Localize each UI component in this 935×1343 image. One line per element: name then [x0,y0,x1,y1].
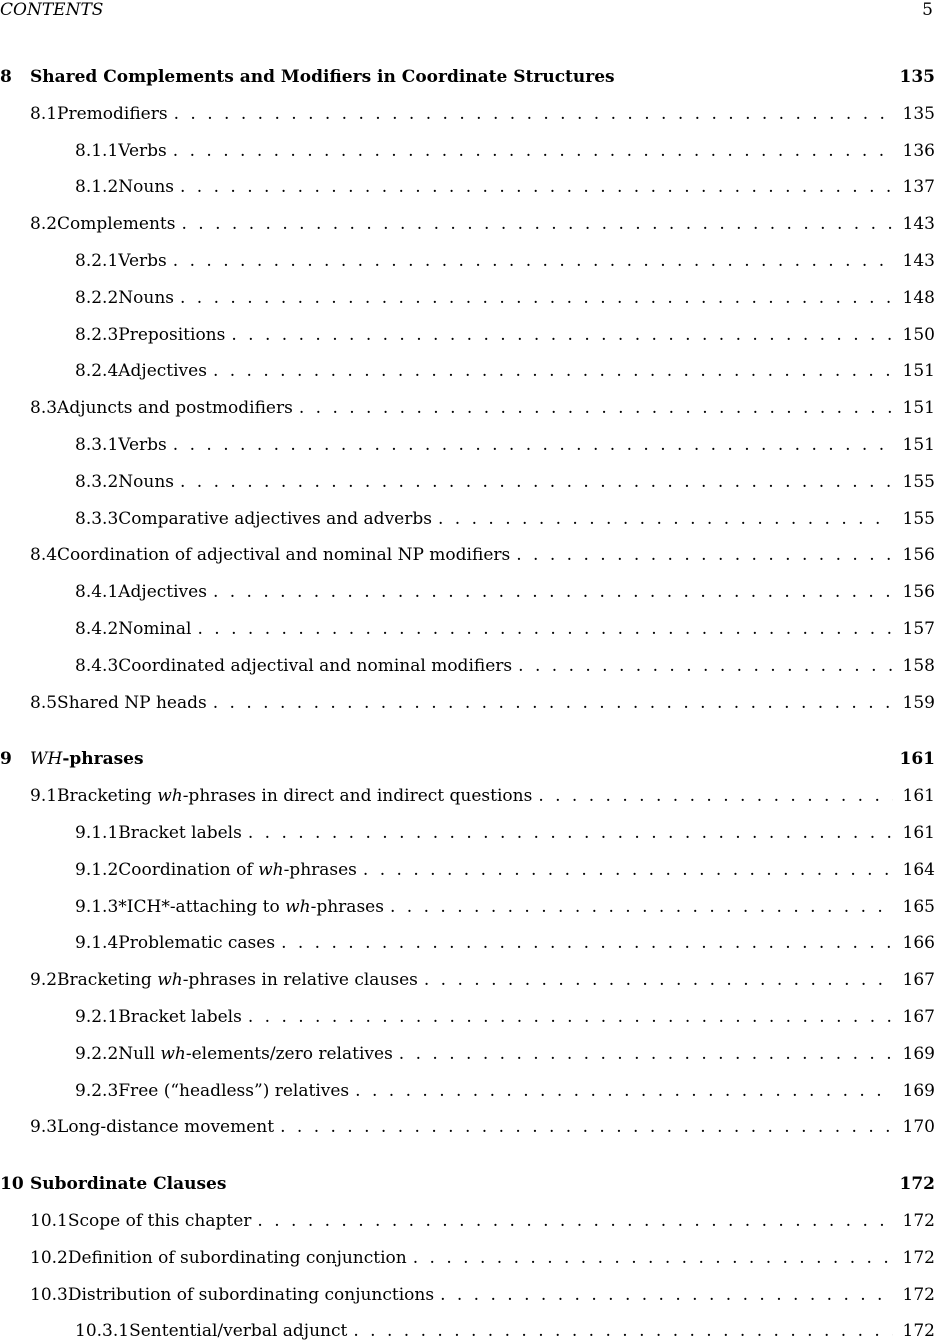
toc-entry-title-text: Nominal [118,619,191,639]
toc-entry-title [118,175,174,199]
toc-entry-title [118,139,167,163]
toc-entry-title-text: Problematic cases [118,933,275,953]
toc-entry-number: 8 [0,65,30,89]
toc-entry-number: 8.2.1 [75,249,118,273]
toc-entry-page: 159 [903,691,935,715]
toc-entry-title-prefix: Bracketing [57,786,157,806]
toc-entry-number: 8.3.2 [75,470,118,494]
toc-entry-page: 151 [903,396,935,420]
dot-leader [173,249,893,273]
toc-entry-8-5[interactable] [0,691,935,715]
toc-entry-number: 8.4.3 [75,654,118,678]
dot-leader [355,1079,892,1103]
toc-entry-page: 172 [903,1283,935,1307]
toc-entry-title [118,359,207,383]
toc-entry-title [118,1042,393,1066]
toc-entry-title-prefix: Null [118,1044,160,1064]
toc-entry-title-prefix: *ICH*-attaching to [118,897,285,917]
toc-entry-title-text: Long-distance movement [57,1117,274,1137]
toc-entry-title [118,249,167,273]
toc-entry-title-text: Comparative adjectives and adverbs [118,509,432,529]
toc-entry-number: 8.4.1 [75,580,118,604]
toc-entry-page: 135 [903,102,935,126]
toc-entry-title-italic: wh [160,1044,186,1064]
dot-leader [281,931,892,955]
toc-entry-title [118,895,384,919]
toc-entry-page: 143 [903,249,935,273]
page-number: 5 [922,0,933,20]
toc-entry-page: 150 [903,323,935,347]
toc-entry-8[interactable] [0,65,935,89]
dot-leader [248,821,893,845]
dot-leader [538,784,892,808]
toc-entry-title-text: -phrases [311,897,384,917]
toc-entry-title-text: Nouns [118,177,174,197]
toc-entry-title-text: Shared Complements and Modifiers in Coordinate Structures [30,67,615,87]
toc-entry-page: 167 [903,968,935,992]
toc-entry-page: 156 [903,543,935,567]
toc-entry-8-3-3[interactable] [0,507,935,531]
toc-entry-title-text: Verbs [118,141,167,161]
toc-entry-title [118,617,191,641]
toc-entry-title [30,65,615,89]
toc-entry-title [129,1319,347,1343]
toc-entry-title-text: Adjectives [118,582,207,602]
toc-entry-title [118,821,242,845]
dot-leader [438,507,893,531]
toc-entry-number: 9.2.3 [75,1079,118,1103]
dot-leader [174,102,893,126]
toc-entry-page: 161 [903,821,935,845]
toc-entry-9[interactable] [0,747,935,771]
toc-entry-9-1-1[interactable] [0,821,935,845]
toc-entry-9-1-3[interactable] [0,895,935,919]
toc-entry-number: 9.1 [30,784,57,808]
toc-entry-title-italic: wh [157,786,183,806]
toc-entry-title [118,507,432,531]
toc-entry-title [118,433,167,457]
toc-entry-title [68,1246,407,1270]
toc-entry-number: 8.5 [30,691,57,715]
toc-entry-title-text: -phrases in relative clauses [183,970,418,990]
toc-entry-title [118,286,174,310]
dot-leader [390,895,893,919]
toc-entry-number: 10.1 [30,1209,68,1233]
toc-entry-title [118,931,275,955]
toc-entry-title [118,580,207,604]
toc-entry-title-italic: wh [285,897,311,917]
toc-entry-title [68,1209,252,1233]
toc-entry-title-text: Nouns [118,288,174,308]
dot-leader [197,617,892,641]
toc-entry-page: 155 [903,507,935,531]
toc-entry-page: 172 [900,1172,935,1196]
toc-entry-number: 10 [0,1172,30,1196]
toc-entry-title [57,102,168,126]
toc-entry-number: 8.3.3 [75,507,118,531]
toc-entry-10-3-1[interactable] [0,1319,935,1343]
toc-entry-9-1[interactable] [0,784,935,808]
toc-entry-title [57,543,510,567]
toc-entry-page: 172 [903,1319,935,1343]
toc-entry-10-3[interactable] [0,1283,935,1307]
toc-entry-page: 170 [903,1115,935,1139]
toc-entry-title-text: Premodifiers [57,104,168,124]
toc-entry-number: 8.3 [30,396,57,420]
toc-entry-8-4-1[interactable] [0,580,935,604]
toc-entry-page: 172 [903,1209,935,1233]
toc-entry-page: 161 [903,784,935,808]
toc-entry-title [118,654,512,678]
toc-entry-page: 169 [903,1042,935,1066]
toc-entry-title-text: Prepositions [118,325,225,345]
toc-entry-number: 8.4.2 [75,617,118,641]
dot-leader [213,691,893,715]
dot-leader [299,396,893,420]
toc-entry-page: 158 [903,654,935,678]
dot-leader [518,654,892,678]
toc-entry-9-2[interactable] [0,968,935,992]
toc-entry-title-italic: WH [30,749,62,769]
toc-entry-title [118,323,225,347]
toc-entry-number: 9.2.1 [75,1005,118,1029]
toc-entry-title-text: Scope of this chapter [68,1211,252,1231]
toc-entry-title-text: -phrases [284,860,357,880]
toc-entry-title-text: Definition of subordinating conjunction [68,1248,407,1268]
toc-entry-page: 156 [903,580,935,604]
toc-entry-title [118,858,357,882]
toc-entry-number: 8.4 [30,543,57,567]
toc-entry-9-2-2[interactable] [0,1042,935,1066]
toc-entry-title-text: Verbs [118,251,167,271]
toc-entry-number: 8.1.1 [75,139,118,163]
toc-entry-title-text: Shared NP heads [57,693,207,713]
toc-entry-title-italic: wh [157,970,183,990]
toc-entry-page: 151 [903,359,935,383]
dot-leader [353,1319,892,1343]
dot-leader [173,139,893,163]
dot-leader [424,968,893,992]
toc-entry-number: 10.3 [30,1283,68,1307]
toc-entry-number: 8.1.2 [75,175,118,199]
toc-entry-title-text: Coordinated adjectival and nominal modifiers [118,656,512,676]
toc-entry-page: 157 [903,617,935,641]
dot-leader [413,1246,893,1270]
toc-entry-8-2-4[interactable] [0,359,935,383]
dot-leader [280,1115,892,1139]
toc-entry-title-text: Distribution of subordinating conjunctions [68,1285,434,1305]
dot-leader [213,359,893,383]
toc-entry-page: 136 [903,139,935,163]
toc-entry-title [57,691,207,715]
dot-leader [257,1209,892,1233]
dot-leader [248,1005,893,1029]
toc-entry-9-1-2[interactable] [0,858,935,882]
toc-entry-page: 137 [903,175,935,199]
toc-entry-number: 8.2.3 [75,323,118,347]
toc-entry-title [57,396,293,420]
toc-entry-8-3[interactable] [0,396,935,420]
toc-entry-number: 8.2.2 [75,286,118,310]
dot-leader [180,175,893,199]
dot-leader [180,286,893,310]
toc-entry-number: 10.3.1 [75,1319,129,1343]
toc-entry-number: 8.2 [30,212,57,236]
toc-entry-page: 143 [903,212,935,236]
toc-entry-title [30,747,144,771]
toc-entry-8-1-1[interactable] [0,139,935,163]
toc-entry-number: 9.2 [30,968,57,992]
toc-entry-title-prefix: Bracketing [57,970,157,990]
toc-entry-title-text: Verbs [118,435,167,455]
toc-entry-title [118,1079,349,1103]
toc-entry-title-text: Complements [57,214,175,234]
toc-entry-title [118,470,174,494]
toc-entry-title [57,1115,274,1139]
toc-entry-title-text: Bracket labels [118,823,242,843]
toc-entry-number: 9.1.3 [75,895,118,919]
dot-leader [231,323,892,347]
toc-entry-10[interactable] [0,1172,935,1196]
toc-entry-8-2-1[interactable] [0,249,935,273]
running-head-title: CONTENTS [0,0,103,20]
running-head [0,0,935,24]
toc-entry-page: 155 [903,470,935,494]
toc-entry-page: 166 [903,931,935,955]
dot-leader [213,580,893,604]
toc-entry-title-text: Free (“headless”) relatives [118,1081,349,1101]
dot-leader [363,858,893,882]
toc-entry-page: 151 [903,433,935,457]
toc-entry-page: 164 [903,858,935,882]
toc-entry-9-2-1[interactable] [0,1005,935,1029]
toc-entry-title [30,1172,226,1196]
dot-leader [181,212,892,236]
toc-entry-number: 9.1.2 [75,858,118,882]
toc-entry-10-1[interactable] [0,1209,935,1233]
toc-entry-title-text: -elements/zero relatives [186,1044,393,1064]
toc-entry-10-2[interactable] [0,1246,935,1270]
toc-entry-title-text: -phrases [62,749,143,769]
dot-leader [173,433,893,457]
toc-entry-page: 167 [903,1005,935,1029]
toc-entry-8-4[interactable] [0,543,935,567]
toc-entry-title-text: -phrases in direct and indirect questions [183,786,533,806]
toc-entry-title-text: Subordinate Clauses [30,1174,226,1194]
toc-entry-8-3-2[interactable] [0,470,935,494]
toc-entry-number: 9.3 [30,1115,57,1139]
toc-entry-title-text: Nouns [118,472,174,492]
toc-entry-title [57,784,532,808]
dot-leader [516,543,892,567]
dot-leader [440,1283,892,1307]
toc-entry-page: 172 [903,1246,935,1270]
toc-entry-title [118,1005,242,1029]
toc-entry-title-text: Adjuncts and postmodifiers [57,398,293,418]
toc-entry-title-text: Coordination of adjectival and nominal NP modifiers [57,545,510,565]
toc-entry-number: 9.1.1 [75,821,118,845]
toc-entry-page: 148 [903,286,935,310]
toc-entry-page: 161 [900,747,935,771]
toc-entry-8-3-1[interactable] [0,433,935,457]
toc-entry-9-3[interactable] [0,1115,935,1139]
toc-entry-number: 10.2 [30,1246,68,1270]
toc-entry-8-1-2[interactable] [0,175,935,199]
toc-entry-title [57,212,175,236]
toc-entry-title [57,968,418,992]
toc-entry-page: 165 [903,895,935,919]
toc-entry-number: 8.2.4 [75,359,118,383]
dot-leader [180,470,893,494]
dot-leader [399,1042,893,1066]
toc-entry-8-4-2[interactable] [0,617,935,641]
toc-entry-title-text: Adjectives [118,361,207,381]
toc-entry-title [68,1283,434,1307]
toc-entry-number: 8.1 [30,102,57,126]
toc-entry-number: 8.3.1 [75,433,118,457]
toc-entry-8-2-3[interactable] [0,323,935,347]
toc-entry-title-italic: wh [258,860,284,880]
toc-entry-page: 169 [903,1079,935,1103]
toc-entry-title-text: Bracket labels [118,1007,242,1027]
toc-entry-8-2-2[interactable] [0,286,935,310]
toc-entry-9-2-3[interactable] [0,1079,935,1103]
toc-entry-title-text: Sentential/verbal adjunct [129,1321,347,1341]
toc-entry-8-4-3[interactable] [0,654,935,678]
toc-entry-9-1-4[interactable] [0,931,935,955]
toc-entry-title-prefix: Coordination of [118,860,258,880]
toc-entry-number: 9.1.4 [75,931,118,955]
toc-entry-number: 9.2.2 [75,1042,118,1066]
toc-entry-8-2[interactable] [0,212,935,236]
toc-entry-8-1[interactable] [0,102,935,126]
toc-entry-number: 9 [0,747,30,771]
toc-entry-page: 135 [900,65,935,89]
